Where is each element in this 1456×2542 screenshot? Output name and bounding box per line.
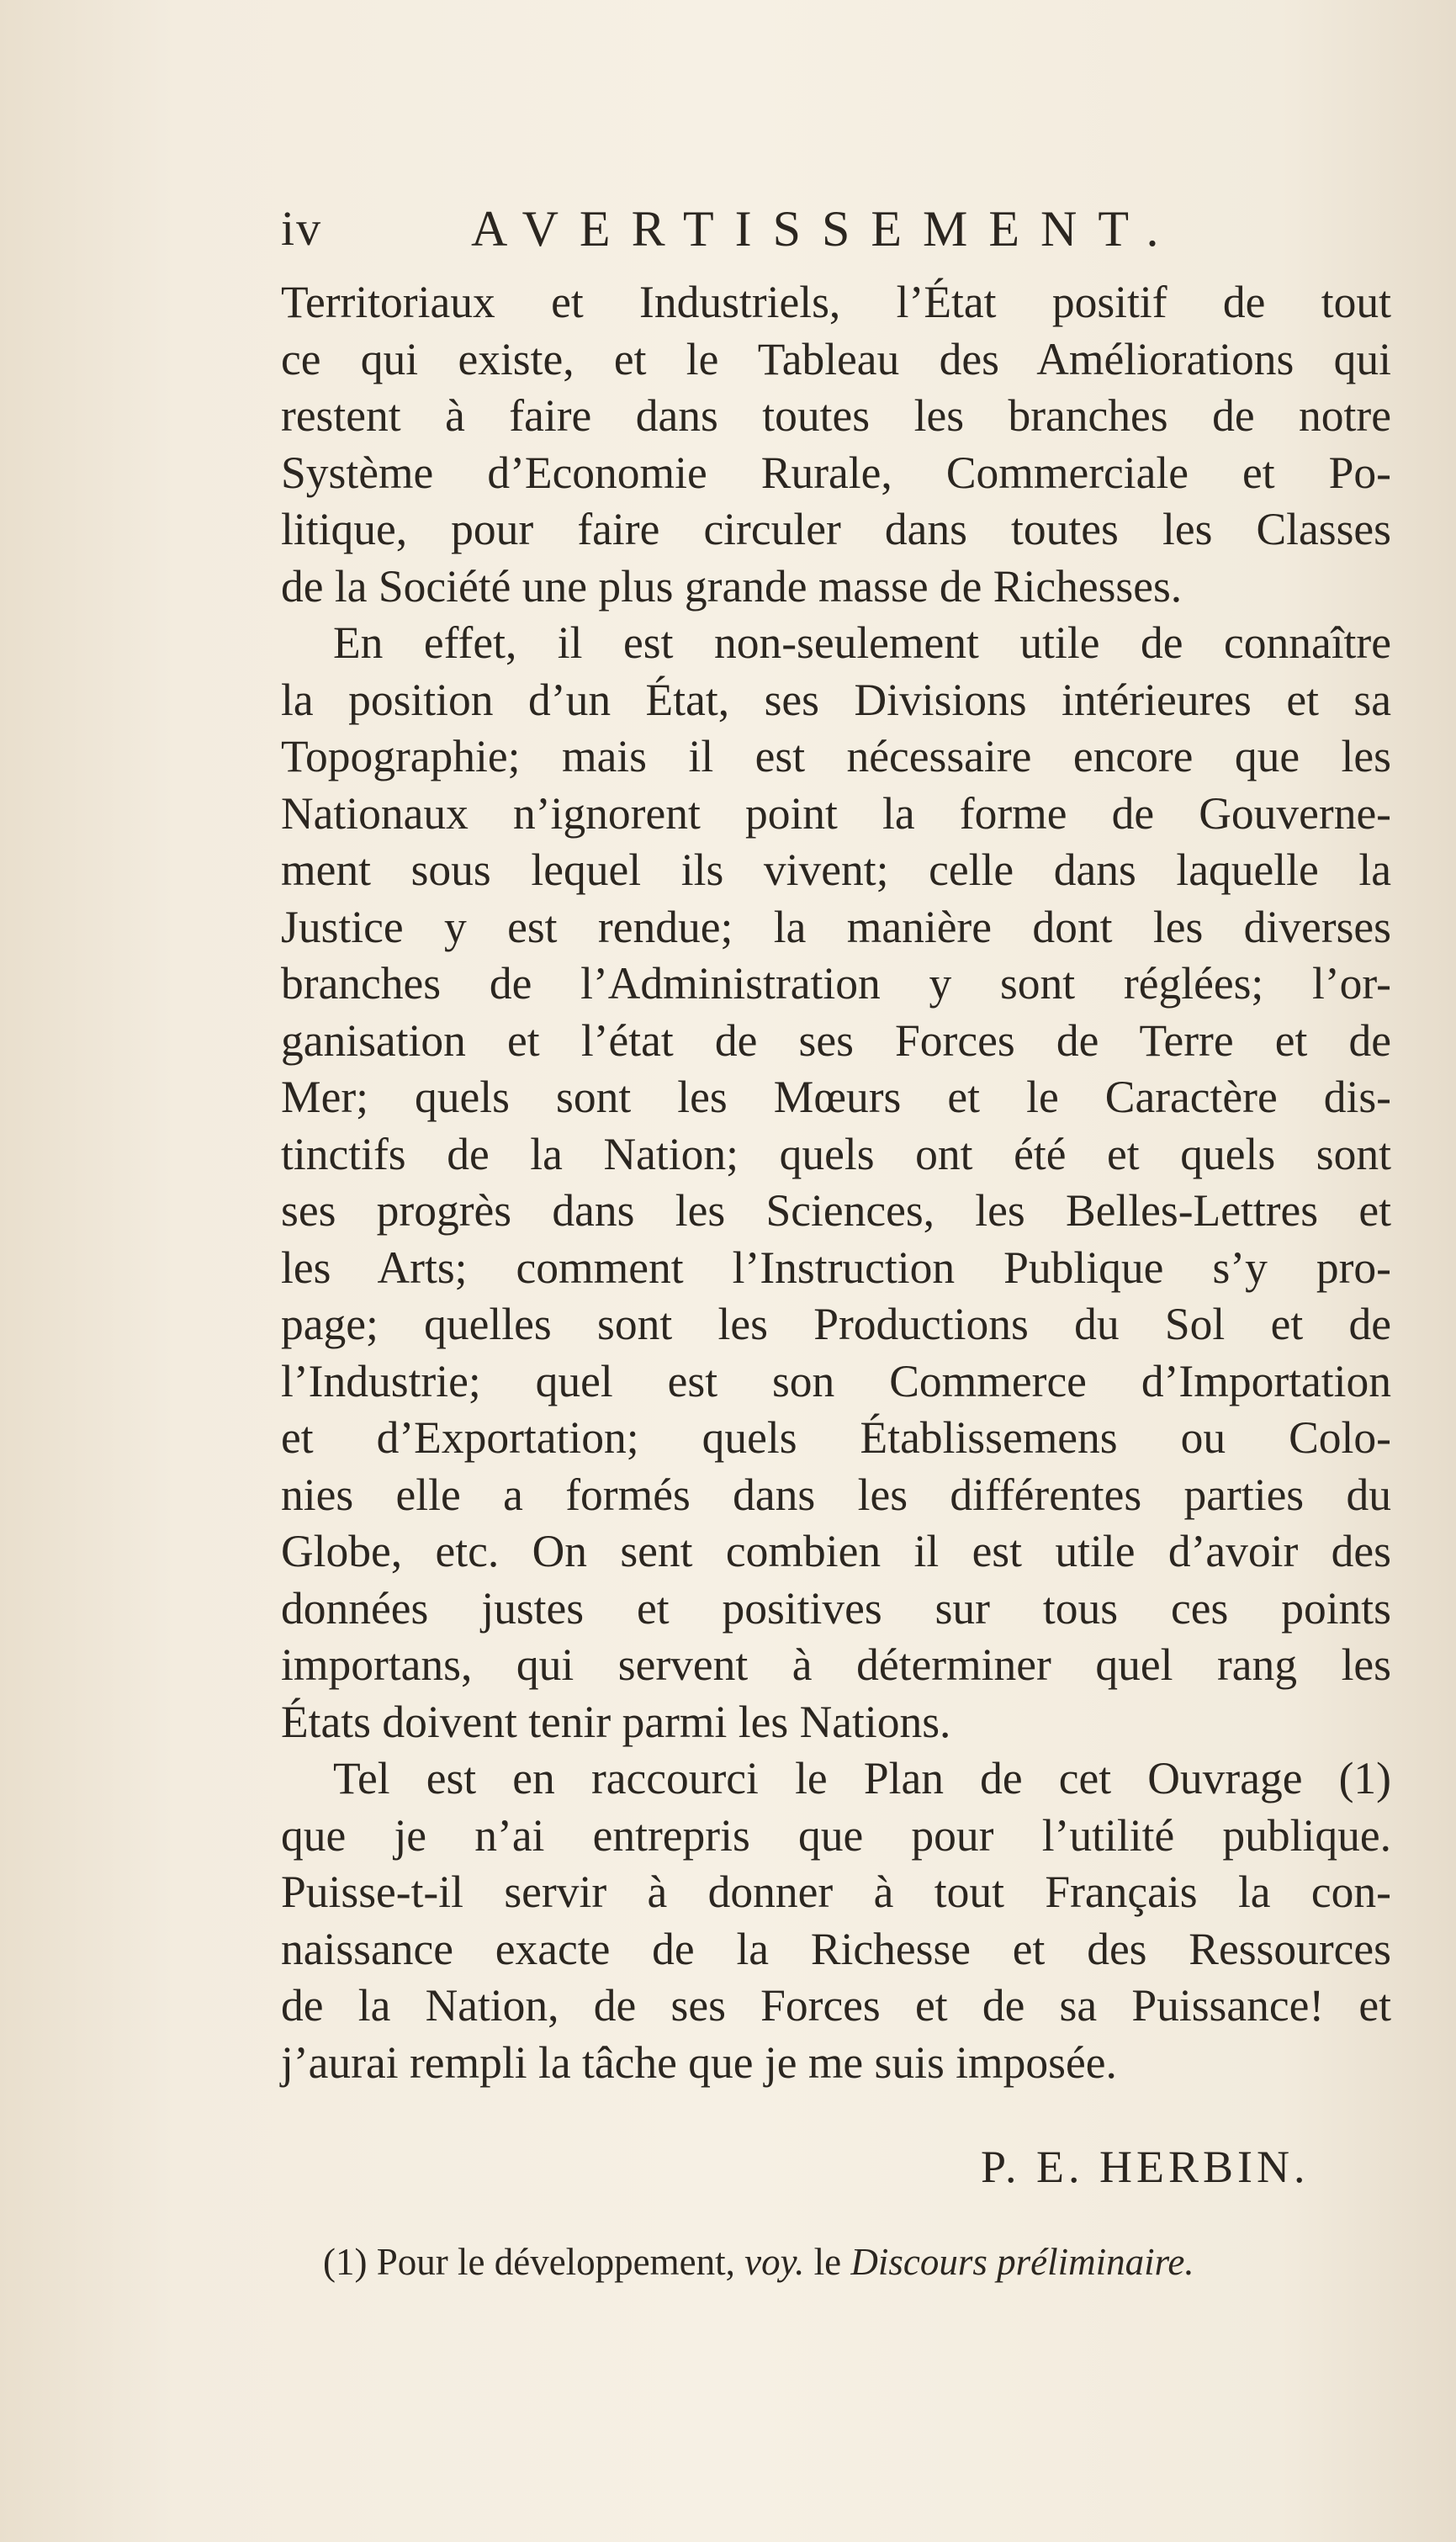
- text-line: Tel est en raccourci le Plan de cet Ouvrage (1): [333, 1753, 1391, 1803]
- text-line: tinctifs de la Nation; quels ont été et quels sont: [281, 1128, 1391, 1179]
- text-line: les Arts; comment l’Instruction Publique s’y pro-: [281, 1242, 1391, 1293]
- footnote-marker: (1): [323, 2241, 368, 2283]
- text-line: j’aurai rempli la tâche que je me suis imposée.: [281, 2036, 1117, 2088]
- page-title: AVERTISSEMENT.: [471, 201, 1180, 257]
- page-number: iv: [281, 201, 323, 256]
- footnote-reference: voy.: [744, 2241, 805, 2283]
- text-line: Justice y est rendue; la manière dont les diverses: [281, 901, 1391, 952]
- text-line: ment sous lequel ils vivent; celle dans laquelle la: [281, 845, 1391, 895]
- text-line: de la Nation, de ses Forces et de sa Puissance! et: [281, 1980, 1391, 2031]
- text-line: que je n’ai entrepris que pour l’utilité publique.: [281, 1809, 1391, 1861]
- running-head: [281, 200, 1391, 267]
- footnote: [323, 2240, 1194, 2284]
- text-line: ses progrès dans les Sciences, les Belles-Lettres et: [281, 1185, 1391, 1236]
- footnote-text-after: le: [813, 2241, 842, 2283]
- text-line: naissance exacte de la Richesse et des Ressources: [281, 1923, 1391, 1974]
- text-line: ganisation et l’état de ses Forces de Terre et de: [281, 1014, 1391, 1066]
- footnote-cited-title: Discours préliminaire.: [850, 2241, 1194, 2283]
- text-line: la position d’un État, ses Divisions intérieures et sa: [281, 674, 1391, 725]
- text-line: nies elle a formés dans les différentes parties du: [281, 1469, 1391, 1520]
- text-line: l’Industrie; quel est son Commerce d’Importation: [281, 1355, 1391, 1406]
- footnote-text: Pour le développement,: [376, 2241, 735, 2283]
- text-line: Globe, etc. On sent combien il est utile d’avoir des: [281, 1526, 1391, 1576]
- text-line: Territoriaux et Industriels, l’État positif de tout: [281, 277, 1391, 327]
- text-line: Puisse-t-il servir à donner à tout Français la con-: [281, 1867, 1391, 1917]
- text-line: branches de l’Administration y sont réglées; l’or-: [281, 958, 1391, 1009]
- text-line: litique, pour faire circuler dans toutes les Classes: [281, 504, 1391, 554]
- text-line: En effet, il est non-seulement utile de connaître: [333, 617, 1391, 668]
- text-line: États doivent tenir parmi les Nations.: [281, 1696, 951, 1747]
- text-line: et d’Exportation; quels Établissemens ou Colo-: [281, 1412, 1391, 1463]
- text-line: Mer; quels sont les Mœurs et le Caractère dis-: [281, 1072, 1391, 1122]
- body-text: [281, 274, 1391, 2091]
- text-line: restent à faire dans toutes les branches de notre: [281, 390, 1391, 441]
- text-line: page; quelles sont les Productions du Sol et de: [281, 1299, 1391, 1349]
- text-line: Topographie; mais il est nécessaire encore que les: [281, 731, 1391, 781]
- text-line: ce qui existe, et le Tableau des Améliorations qui: [281, 333, 1391, 384]
- text-line: Système d’Economie Rurale, Commerciale et Po-: [281, 447, 1391, 498]
- author-signature: P. E. HERBIN.: [981, 2142, 1310, 2192]
- text-line: importans, qui servent à déterminer quel rang les: [281, 1639, 1391, 1690]
- text-line: données justes et positives sur tous ces points: [281, 1582, 1391, 1634]
- text-line: de la Société une plus grande masse de Richesses.: [281, 560, 1183, 612]
- text-line: Nationaux n’ignorent point la forme de Gouverne-: [281, 787, 1391, 839]
